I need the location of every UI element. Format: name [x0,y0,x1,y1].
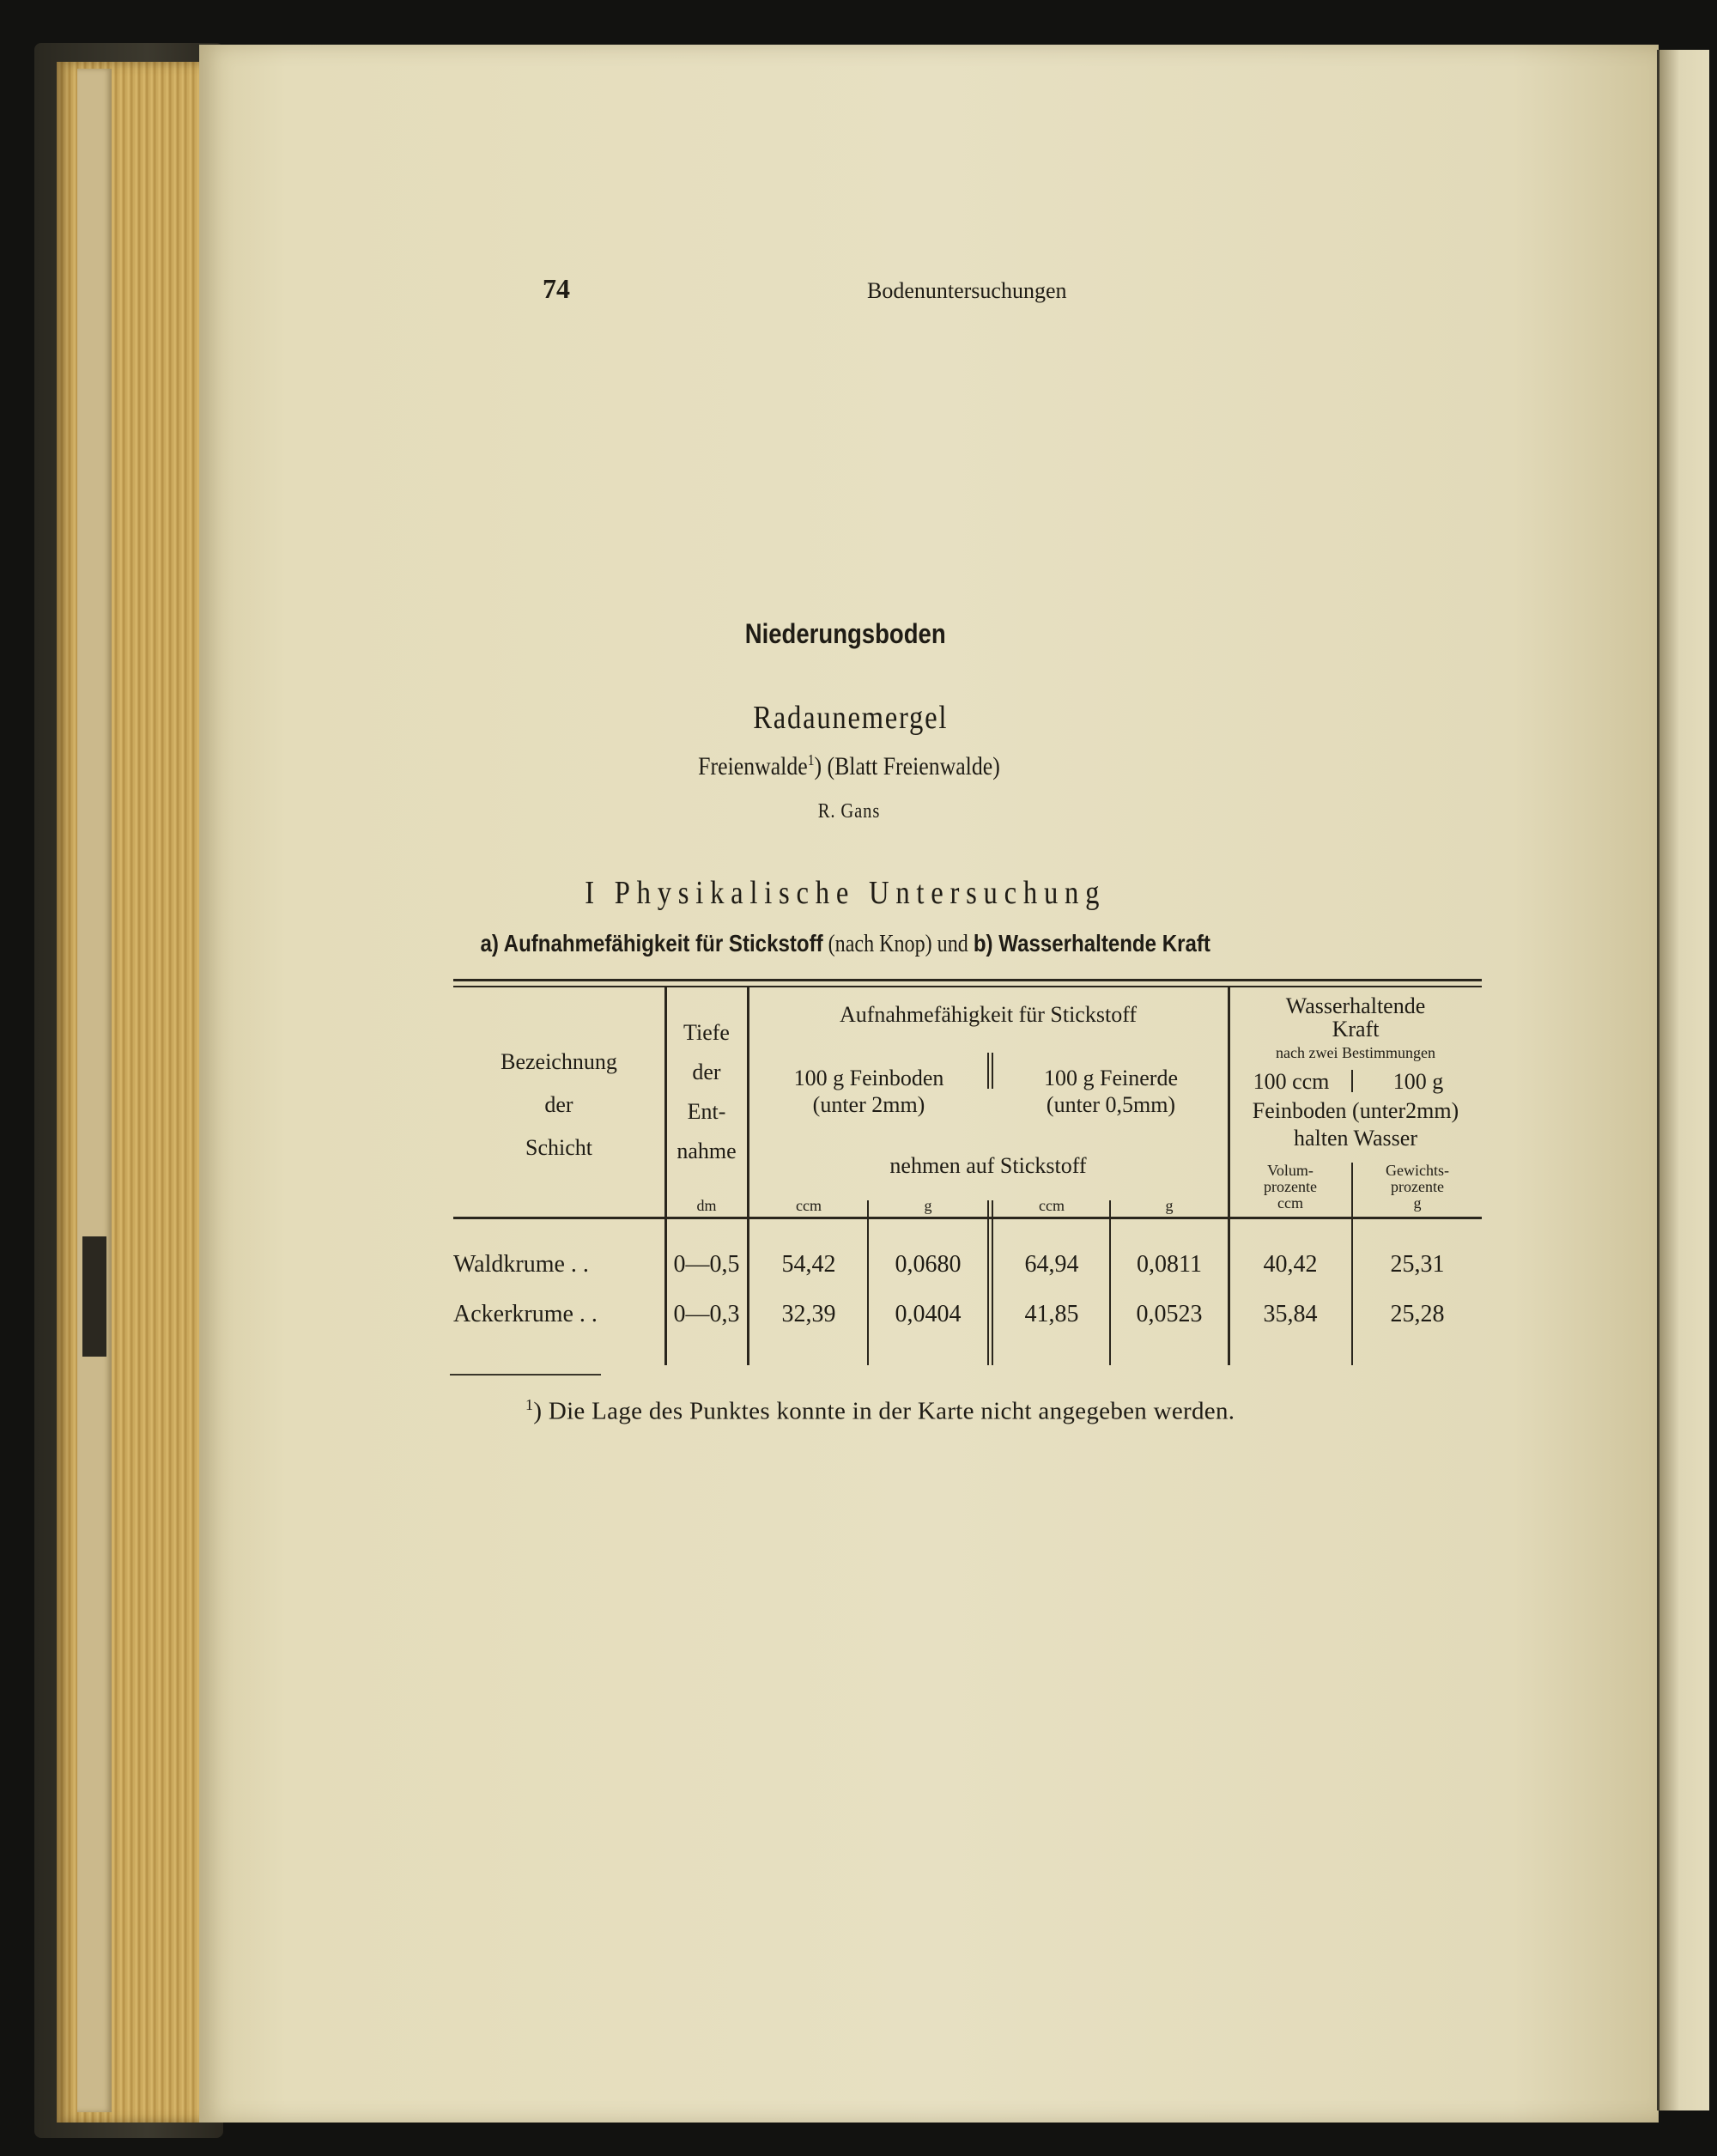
fine-soil-header [750,1065,987,1118]
unit-ccm: ccm [1039,1197,1065,1214]
header-line: (unter 0,5mm) [1046,1092,1176,1118]
footnote-mark: 1 [525,1396,534,1413]
subtitle: Radaunemergel [753,700,949,736]
water-sub-ccm: 100 ccm [1253,1069,1330,1094]
unit-g: g [924,1197,932,1214]
water-sub-halten: halten Wasser [1294,1126,1417,1151]
cell-value: 25,31 [1390,1251,1445,1278]
header-line: Bezeichnung [501,1049,617,1074]
header-line: der [544,1092,573,1117]
author: R. Gans [817,800,881,823]
header-line: 100 g Feinerde [1044,1066,1178,1090]
fine-earth-header [994,1065,1228,1118]
data-table [453,975,1482,1362]
unit-ccm: ccm [796,1197,822,1214]
header-line: 100 g Feinboden [793,1066,944,1090]
vol-pct-header [1229,1163,1351,1212]
running-title: Bodenuntersuchungen [867,278,1067,303]
cell-value: 64,94 [1024,1251,1079,1278]
cell-value: 41,85 [1024,1301,1079,1327]
subsection-b: b) Wasserhaltende Kraft [973,930,1210,957]
col-divider [867,1200,869,1365]
header-line: Tiefe [683,1020,730,1045]
section-heading: I Physikalische Untersuchung [585,875,1107,911]
header-line: Ent- [687,1099,726,1124]
header-line: Gewichts- [1386,1162,1449,1179]
cell-value: 0,0404 [895,1301,962,1327]
unit-g: g [1165,1197,1174,1214]
cell-value: 35,84 [1263,1301,1318,1327]
subsection-a-note: (nach Knop) und [828,931,968,957]
page-edges-inner [77,69,112,2112]
subsection-heading [0,930,1690,958]
header-line: (unter 2mm) [812,1092,925,1118]
header-line: Kraft [1332,1017,1380,1042]
cell-value: 40,42 [1263,1251,1318,1278]
location-line [0,751,1698,781]
header-line: Wasserhaltende [1285,993,1426,1018]
water-sub-g: 100 g [1392,1069,1444,1094]
cell-value: 25,28 [1390,1301,1445,1327]
wt-pct-header [1353,1163,1482,1212]
header-line: Volum- [1267,1162,1314,1179]
col-divider [992,1200,993,1365]
cover-tab [82,1236,106,1357]
water-group-header [1229,994,1482,1042]
footnote-rule [450,1374,601,1376]
cell-value: 0,0811 [1137,1251,1202,1278]
row-depth: 0—0,5 [673,1251,740,1278]
water-note: nach zwei Bestimmungen [1276,1044,1435,1061]
unit-dm: dm [696,1197,717,1214]
col-divider [1351,1070,1353,1092]
header-line: der [692,1060,721,1084]
header-line: nahme [676,1139,737,1163]
col-divider [992,1053,993,1089]
designation-header [453,1041,664,1169]
nitrogen-group-header: Aufnahmefähigkeit für Stickstoff [839,1002,1138,1027]
location-sheet: ) (Blatt Freienwalde) [814,752,1000,780]
header-line: prozente [1391,1177,1444,1195]
col-divider [987,1053,989,1089]
cell-value: 54,42 [781,1251,836,1278]
subsection-a: a) Aufnahmefähigkeit für Stickstoff [480,930,823,957]
header-line: Schicht [525,1135,592,1160]
cell-value: 32,39 [781,1301,836,1327]
footnote [525,1396,1235,1426]
row-label: Waldkrume . . [453,1251,589,1278]
cell-value: 0,0680 [895,1251,962,1278]
header-line: g [1413,1193,1422,1212]
row-label: Ackerkrume . . [453,1301,598,1327]
take-up-header: nehmen auf Stickstoff [889,1153,1087,1178]
water-sub-feinboden: Feinboden (unter2mm) [1252,1098,1459,1123]
footnote-ref: 1 [807,751,815,768]
footnote-text: ) Die Lage des Punktes konnte in der Karte nicht angegeben werden. [533,1397,1235,1425]
main-title: Niederungsboden [744,618,946,649]
location: Freienwalde [698,752,808,780]
header-line: ccm [1277,1193,1303,1212]
row-depth: 0—0,3 [673,1301,740,1327]
right-page-edge [1657,50,1709,2110]
page-number: 74 [543,273,570,304]
col-divider [1109,1200,1111,1365]
running-head [0,273,1717,307]
col-divider [987,1200,989,1365]
table-top-rule [453,979,1482,981]
header-line: prozente [1264,1177,1317,1195]
depth-header [666,1013,747,1171]
table-top-rule-2 [453,986,1482,987]
header-bottom-rule [453,1217,1482,1219]
cell-value: 0,0523 [1136,1301,1203,1327]
